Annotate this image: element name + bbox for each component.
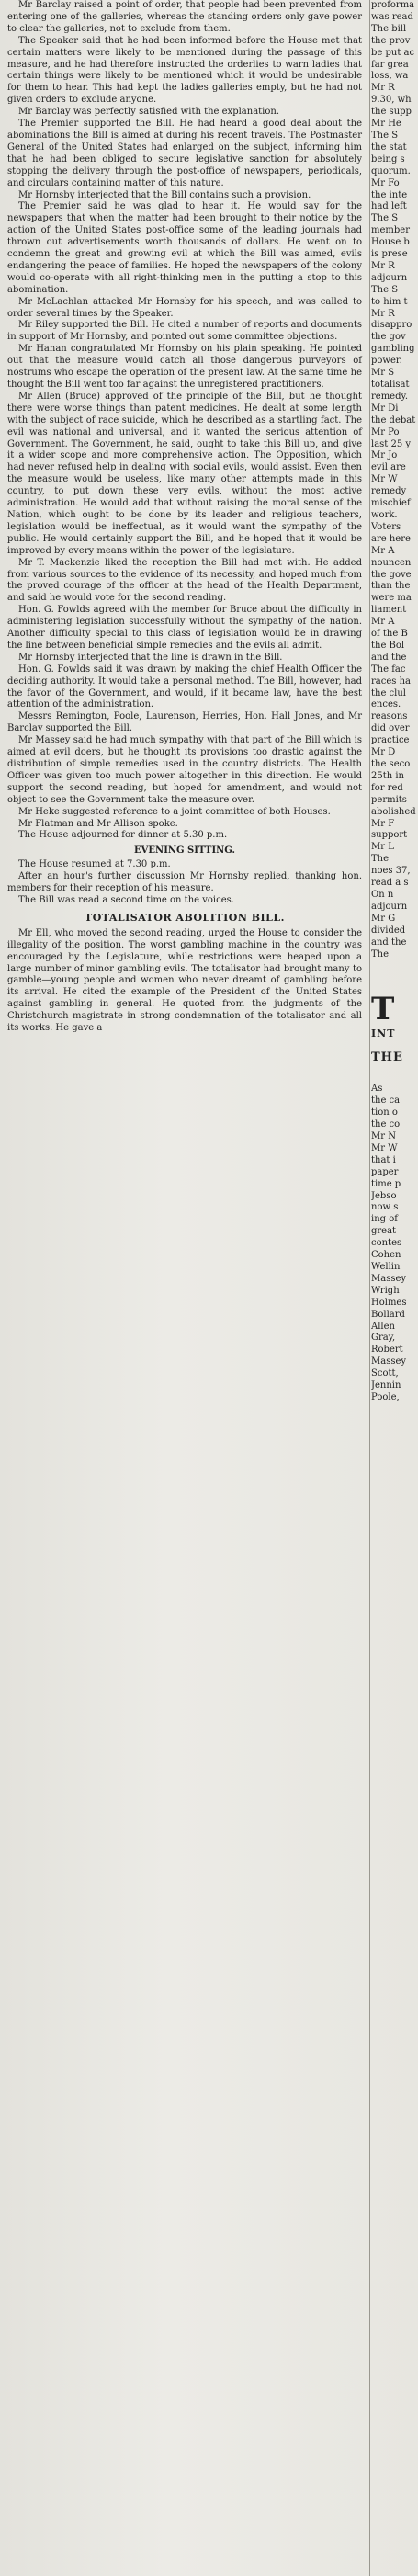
right-column-line: Mr S — [371, 368, 395, 379]
right-column-line: great — [371, 1226, 397, 1237]
right-column-line: remedy — [371, 486, 407, 497]
right-big-letter: T — [371, 991, 395, 1028]
right-column-line: Jebso — [371, 1190, 397, 1201]
right-column-line: House b — [371, 237, 410, 248]
right-column-line: Poole, — [371, 1391, 400, 1402]
right-column-line: than the — [371, 581, 411, 592]
right-column-line: As — [371, 1084, 383, 1095]
right-column-line: Mr Jo — [371, 450, 398, 461]
right-column-line: quorum. — [371, 165, 411, 176]
evening-paragraph: The House resumed at 7.30 p.m. — [18, 859, 171, 870]
right-column-line: gambling — [371, 344, 415, 355]
right-column-line: Mr Po — [371, 426, 400, 437]
right-column-line: member — [371, 225, 410, 236]
right-column-line: disappro — [371, 320, 412, 331]
evening-sitting-heading: EVENING SITTING. — [134, 845, 235, 857]
right-column-line: The — [371, 948, 390, 959]
right-column-line: evil are — [371, 462, 406, 473]
right-column-line: Scott, — [371, 1368, 399, 1379]
right-column-line: the supp — [371, 107, 412, 118]
article-paragraph: Mr Riley supported the Bill. He cited a number of reports and documents in support of Mr Hornsby, and pointed out some committee objections. — [7, 320, 362, 343]
right-column-line: The bill — [371, 23, 407, 34]
right-column-line: the stat — [371, 142, 407, 153]
right-column-line: remedy. — [371, 391, 408, 402]
right-column-line: proforma — [371, 0, 415, 10]
right-column-line: contes — [371, 1238, 402, 1249]
right-column-line: to him t — [371, 296, 408, 307]
right-column-line: tion o — [371, 1107, 398, 1118]
right-column-line: the prov — [371, 35, 411, 46]
right-column-line: abolished — [371, 806, 416, 817]
right-column-line: last 25 y — [371, 438, 412, 449]
right-column-line: Mr R — [371, 260, 395, 271]
article-paragraph: Mr Hanan congratulated Mr Hornsby on his plain speaking. He pointed out that the measure would catch all those dangerous purveyors of nostrums who escape the operation of the present law. At the same time he thought the Bill went too far against the unregistered practitioners. — [7, 344, 362, 390]
article-paragraph: The House adjourned for dinner at 5.30 p.m. — [18, 830, 228, 841]
right-column-line: the seco — [371, 759, 411, 769]
right-column-line: of the B — [371, 629, 408, 640]
right-column-line: Mr He — [371, 119, 401, 130]
right-column-line: work. — [371, 509, 398, 520]
right-column-line: On n — [371, 889, 394, 900]
right-heading-1: INT — [371, 1027, 396, 1040]
right-column-line: Mr A — [371, 545, 395, 556]
article-paragraph: Mr T. Mackenzie liked the reception the Bill had met with. He added from various sources to the evidence of its necessity, and hoped much from the proved courage of the officer at the head of the Health Department, and said he would vote for the second reading. — [7, 557, 362, 604]
right-column-line: The S — [371, 130, 399, 141]
right-column-line: far grea — [371, 59, 409, 70]
right-top-lines — [371, 0, 418, 960]
article-paragraph: Mr Flatman and Mr Allison spoke. — [18, 818, 178, 829]
article-paragraph: Mr Barclay raised a point of order, that people had been prevented from entering one of the galleries, whereas the standing orders only gave power to clear the galleries, not to exclude from them. — [7, 0, 362, 34]
right-column-line: were ma — [371, 593, 412, 604]
right-column-line: had left — [371, 201, 407, 212]
right-column-line: Mr D — [371, 747, 396, 758]
right-column-line: was read — [371, 11, 413, 22]
right-column-line: reasons — [371, 711, 408, 722]
right-column-line: 9.30, wh — [371, 95, 412, 106]
right-column-line: the gov — [371, 332, 406, 343]
right-column-line: and the — [371, 936, 407, 948]
column-rule — [369, 0, 370, 2576]
right-column-line: Cohen — [371, 1250, 401, 1261]
right-column-line: Mr N — [371, 1131, 396, 1142]
right-column-line: power. — [371, 356, 402, 367]
right-column-line: for red — [371, 782, 403, 793]
right-column-line: is prese — [371, 249, 408, 260]
right-column-line: Robert — [371, 1345, 403, 1356]
article-paragraph: Hon. G. Fowlds agreed with the member for Bruce about the difficulty in administering legislation successfully without the sympathy of the nation. Another difficulty special to this class of legislation would be in drawing the line between beneficial simple remedies and the evils all admit. — [7, 605, 362, 651]
right-column-line: races ha — [371, 675, 411, 687]
right-column-line: Mr Fo — [371, 177, 400, 188]
right-column-line: the co — [371, 1119, 401, 1130]
article-paragraph: The Premier supported the Bill. He had heard a good deal about the abominations the Bill is aimed at during his recent travels. The Postmaster General of the United States had enlarged on the subject, informing him that he had been obliged to secure legislative sanction for absolutely stopping the delivery through the post-office of newspapers, periodicals, and circulars containing matter of this nature. — [7, 119, 362, 188]
right-column-line: divided — [371, 925, 406, 936]
right-column-line: mischief — [371, 498, 411, 509]
totalisator-paragraphs — [7, 928, 362, 1035]
right-column-line: Massey — [371, 1273, 407, 1284]
right-column-line: The S — [371, 213, 399, 224]
right-column-line: practice — [371, 735, 410, 746]
right-column-line: noes 37, — [371, 866, 411, 877]
right-column-line: Gray, — [371, 1333, 396, 1344]
right-column-line: the clul — [371, 687, 406, 698]
evening-paragraph: After an hour's further discussion Mr Hornsby replied, thanking hon. members for their reception of his measure. — [7, 871, 362, 894]
article-paragraph: Mr Allen (Bruce) approved of the principle of the Bill, but he thought there were worse things than patent medicines. He dealt at some length with the subject of race suicide, which he described as a startling fact. The evil was national and universal, and it wanted the serious attention of Government. The Government, he said, ought to take this Bill up, and give it a wider scope and more comprehensive action. The Opposition, which had never refused help in dealing with social evils, would assist. Even then the measure would be useless, like many other attempts made in this country, to put down these very evils, without the most active administration. He would add that without raising the moral sense of the Nation, which ought to be done by its leader and religious teachers, legislation would be ineffectual, as it would want the sympathy of the public. He would certainly support the Bill, and he hoped that it would be improved by every means within the power of the legislature. — [7, 391, 362, 556]
right-column-line: Mr Di — [371, 403, 399, 414]
right-heading-2: THE — [371, 1050, 403, 1065]
right-column-line: Mr A — [371, 617, 395, 628]
right-column-line: Allen — [371, 1321, 395, 1332]
right-column-line: Jennin — [371, 1380, 401, 1391]
right-column-line: Holmes — [371, 1297, 407, 1308]
right-column-line: 25th in — [371, 770, 405, 781]
right-column-line: Wrigh — [371, 1285, 400, 1296]
article-paragraph: Mr Heke suggested reference to a joint committee of both Houses. — [18, 806, 331, 817]
right-column-line: Mr W — [371, 1142, 398, 1153]
evening-paragraph: The Bill was read a second time on the voices. — [18, 894, 234, 905]
right-column-line: adjourn — [371, 272, 408, 283]
totalisator-paragraph: Mr Ell, who moved the second reading, urged the House to consider the illegality of the position. The worst gambling machine in the country was encouraged by the Legislature, while restrictions were heaped upon a large number of minor gambling evils. The totalisator had brought many to gamble—young people and women who never dreamt of gambling before its arrival. He cited the example of the President of the United States against gambling in general. He quoted from the judgments of the Christchurch magistrate in strong condemnation of the totalisator and all its works. He gave a — [7, 927, 362, 1034]
right-column-line: the inte — [371, 189, 408, 200]
right-column-line: The fac — [371, 664, 406, 675]
right-column-line: the debat — [371, 414, 416, 426]
right-column-line: permits — [371, 794, 407, 805]
right-column-line: time p — [371, 1178, 401, 1189]
right-column-line: Mr R — [371, 308, 395, 319]
right-column-line: Massey — [371, 1356, 407, 1367]
right-column-line: ing of — [371, 1214, 398, 1225]
right-column-line: the gove — [371, 569, 412, 580]
article-paragraph: The Premier said he was glad to hear it. He would say for the newspapers that when the matter had been brought to their notice by the action of the United States post-office some of the leading journals had thrown out advertisements worth thousands of dollars. He went on to condemn the great and growing evil at which the Bill was aimed, evils endangering the peace of families. He hoped the newspapers of the colony would co-operate with all right-thinking men in the putting a stop to this abomination. — [7, 201, 362, 295]
right-column-line: support — [371, 830, 408, 841]
right-column-line: are here — [371, 533, 411, 544]
right-column-line: be put ac — [371, 47, 415, 58]
article-paragraph: Mr Barclay was perfectly satisfied with the explanation. — [18, 107, 280, 118]
right-column-line: Voters — [371, 521, 401, 532]
right-column-line: being s — [371, 153, 405, 165]
right-column-line: Mr W — [371, 474, 398, 485]
right-column-line: read a s — [371, 878, 409, 889]
main-paragraphs — [7, 0, 362, 842]
right-column-line: The S — [371, 284, 399, 295]
right-column-line: loss, wa — [371, 71, 409, 82]
evening-paragraphs — [7, 859, 362, 907]
right-bottom-lines — [371, 1084, 418, 1403]
right-column-line: now s — [371, 1202, 399, 1213]
article-paragraph: Mr McLachlan attacked Mr Hornsby for his speech, and was called to order several times by the Speaker. — [7, 296, 362, 319]
article-paragraph: Hon. G. Fowlds said it was drawn by making the chief Health Officer the deciding authority. It would take a personal method. The Bill, however, had the favor of the Government, and would, if it became law, have the best attention of the administration. — [7, 664, 362, 710]
right-column-line: nouncen — [371, 557, 412, 568]
right-column-line: Mr L — [371, 842, 394, 853]
right-column-line: Wellin — [371, 1262, 401, 1272]
right-column-line: totalisat — [371, 380, 410, 390]
right-column-line: The — [371, 854, 390, 865]
article-paragraph: Mr Massey said he had much sympathy with that part of the Bill which is aimed at evil doers, but he thought its provisions too drastic against the distribution of simple remedies used in the country districts. The Health Officer was given too much power altogether in this direction. He would support the second reading, but hoped for amendment, and would not object to see the Government take the measure over. — [7, 735, 362, 805]
article-paragraph: Mr Hornsby interjected that the Bill contains such a provision. — [18, 189, 311, 200]
right-column-fragment — [371, 0, 418, 2576]
right-column-line: and the — [371, 652, 407, 663]
right-column-line: Mr F — [371, 818, 395, 829]
right-column-line: Mr G — [371, 913, 396, 924]
right-column-line: liament — [371, 605, 407, 616]
right-column-line: paper — [371, 1166, 399, 1177]
right-column-line: that i — [371, 1154, 396, 1165]
article-paragraph: The Speaker said that he had been informed before the House met that certain matters were likely to be mentioned during the passage of this measure, and he had therefore instructed the orderlies to warn ladies that certain things were likely to be mentioned which it would be undesirable for them to hear. This had kept the ladies galleries empty, but he had not given orders to exclude anyone. — [7, 35, 362, 106]
right-column-line: Mr R — [371, 83, 395, 94]
article-paragraph: Mr Hornsby interjected that the line is drawn in the Bill. — [18, 652, 283, 663]
right-column-line: adjourn — [371, 901, 408, 912]
right-column-line: Bollard — [371, 1309, 405, 1320]
right-column-line: ences. — [371, 699, 401, 710]
right-column-line: the Bol — [371, 640, 405, 651]
totalisator-heading: TOTALISATOR ABOLITION BILL. — [85, 911, 285, 924]
article-paragraph: Messrs Remington, Poole, Laurenson, Herries, Hon. Hall Jones, and Mr Barclay supported the Bill. — [7, 711, 362, 734]
right-column-line: the ca — [371, 1095, 401, 1106]
right-column-line: did over — [371, 723, 410, 734]
